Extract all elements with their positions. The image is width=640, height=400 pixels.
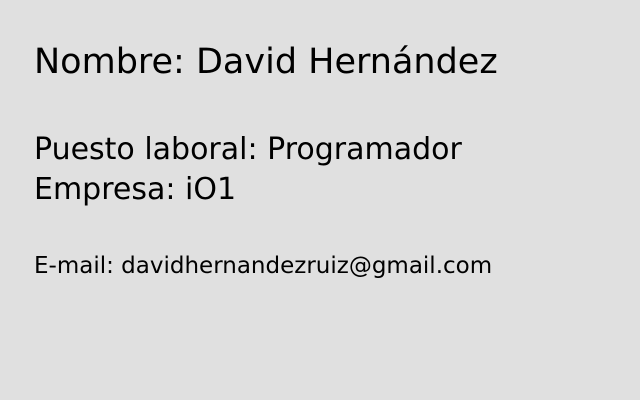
profile-email: E-mail: davidhernandezruiz@gmail.com: [34, 253, 493, 279]
profile-job-title: Puesto laboral: Programador: [34, 132, 462, 167]
profile-company: Empresa: iO1: [34, 172, 237, 207]
profile-name: Nombre: David Hernández: [34, 42, 498, 82]
